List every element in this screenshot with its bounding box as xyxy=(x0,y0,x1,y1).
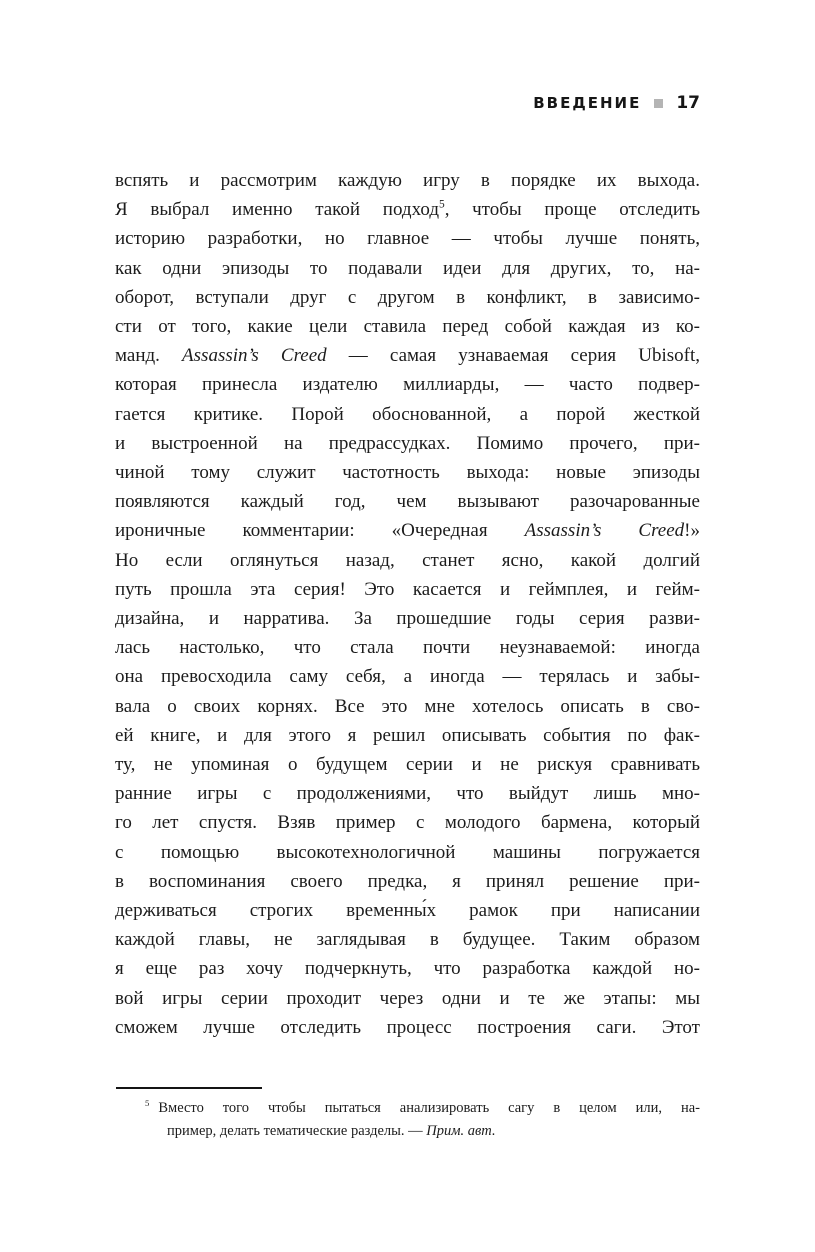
text-line: каждой главы, не заглядывая в будущее. Таким образом xyxy=(115,929,700,951)
text-line: сти от того, какие цели ставила перед собой каждая из ко- xyxy=(115,316,700,338)
text-line: ей книге, и для этого я решил описывать события по фак- xyxy=(115,724,700,746)
text-line: ранние игры с продолжениями, что выйдут лишь мно- xyxy=(115,783,700,805)
text-line: которая принесла издателю миллиарды, — часто подвер- xyxy=(115,374,700,396)
text-line: гается критике. Порой обоснованной, а порой жесткой xyxy=(115,403,700,425)
footnote-marker: 5 xyxy=(438,198,445,211)
text-line: как одни эпизоды то подавали идеи для других, то, на- xyxy=(115,257,700,279)
footnote-line: $^5$ Вместо того чтобы пытаться анализировать сагу в целом или, на- xyxy=(145,1098,700,1116)
text-line: го лет спустя. Взяв пример с молодого бармена, который xyxy=(115,812,700,834)
text-line: она превосходила саму себя, а иногда — терялась и забы- xyxy=(115,666,700,688)
footnote-line: пример, делать тематические разделы. — Прим. авт. xyxy=(167,1123,496,1139)
separator-square-icon xyxy=(654,99,663,108)
text-line: и выстроенной на предрассудках. Помимо прочего, при- xyxy=(115,432,700,454)
text-line: я еще раз хочу подчеркнуть, что разработка каждой но- xyxy=(115,958,700,980)
text-line: Я выбрал именно такой подход$^5$, чтобы проще отследить xyxy=(115,198,700,221)
text-line: дизайна, и нарратива. За прошедшие годы серия разви- xyxy=(115,608,700,630)
body-text xyxy=(115,166,700,1042)
text-line: появляются каждый год, чем вызывают разочарованные xyxy=(115,491,700,513)
text-line: вспять и рассмотрим каждую игру в порядке их выхода. xyxy=(115,170,700,191)
text-line: манд. Assassin’s Creed — самая узнаваемая серия Ubisoft, xyxy=(115,345,700,367)
text-line: ироничные комментарии: «Очередная Assassin’s Creed!» xyxy=(115,520,700,542)
page-header xyxy=(115,93,700,113)
footnote xyxy=(115,1097,700,1143)
text-line: путь прошла эта серия! Это касается и геймплея, и гейм- xyxy=(115,578,700,600)
text-line: вой игры серии проходит через одни и те же этапы: мы xyxy=(115,987,700,1009)
text-line: лась настолько, что стала почти неузнаваемой: иногда xyxy=(115,637,700,659)
text-line: сможем лучше отследить процесс построения саги. Этот xyxy=(115,1016,700,1038)
page-number: 17 xyxy=(676,93,700,113)
footnote-marker: 5 xyxy=(145,1098,150,1109)
text-line: историю разработки, но главное — чтобы лучше понять, xyxy=(115,228,700,250)
text-line: в воспоминания своего предка, я принял решение при- xyxy=(115,870,700,892)
text-line: ту, не упоминая о будущем серии и не рискуя сравнивать xyxy=(115,754,700,776)
text-line: держиваться строгих временны́х рамок при написании xyxy=(115,900,700,922)
text-line: с помощью высокотехнологичной машины погружается xyxy=(115,841,700,863)
text-line: вала о своих корнях. Все это мне хотелось описать в сво- xyxy=(115,695,700,717)
footnote-rule xyxy=(116,1087,262,1089)
text-line: чиной тому служит частотность выхода: новые эпизоды xyxy=(115,462,700,484)
text-line: Но если оглянуться назад, станет ясно, какой долгий xyxy=(115,549,700,571)
chapter-title: ВВЕДЕНИЕ xyxy=(533,94,642,112)
text-line: оборот, вступали друг с другом в конфликт, в зависимо- xyxy=(115,286,700,308)
